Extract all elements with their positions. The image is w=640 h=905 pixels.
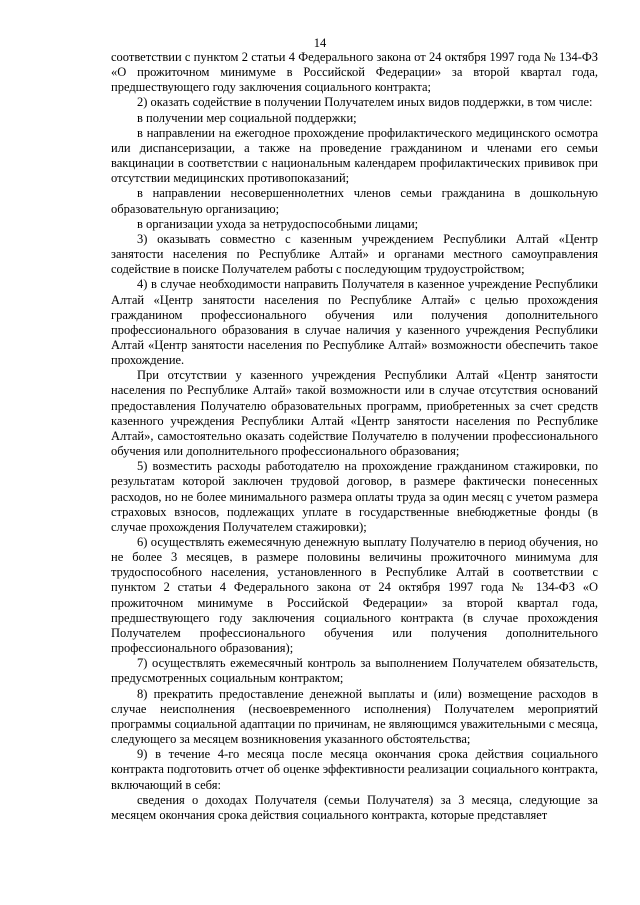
paragraph-item-5: 5) возместить расходы работодателю на прохождение гражданином стажировки, по результатам которой заключен трудовой договор, в размере фактически понесенных расходов, но не более минимального размера оплаты труда за один месяц с учетом размера страховых взносов, подлежащих уплате в государственные внебюджетные фонды (в случае прохождения Получателем стажировки);: [111, 459, 598, 534]
document-body: [111, 50, 598, 823]
page-number: 14: [313, 36, 327, 50]
paragraph-item-9: 9) в течение 4-го месяца после месяца окончания срока действия социального контракта подготовить отчет об оценке эффективности реализации социального контракта, включающий в себя:: [111, 747, 598, 792]
paragraph-item-3: 3) оказывать совместно с казенным учреждением Республики Алтай «Центр занятости населения по Республике Алтай» и органами местного самоуправления содействие в поиске Получателем работы с последующим трудоустройством;: [111, 231, 598, 277]
paragraph-preschool: в направлении несовершеннолетних членов семьи гражданина в дошкольную образовательную организацию;: [111, 186, 598, 216]
paragraph-item-6: 6) осуществлять ежемесячную денежную выплату Получателю в период обучения, но не более 3 месяцев, в размере половины величины прожиточного минимума для трудоспособного населения, установленного в Республике Алтай в соответствии с пунктом 2 статьи 4 Федерального закона от 24 октября 1997 года № 134-ФЗ «О прожиточном минимуме в Российской Федерации» за второй квартал года, предшествующего году заключения социального контракта (в случае прохождения Получателем профессионального обучения или получения дополнительного профессионального образования);: [111, 535, 598, 656]
paragraph-income-info: сведения о доходах Получателя (семьи Получателя) за 3 месяца, следующие за месяцем окончания срока действия социального контракта, которые представляет: [111, 792, 598, 822]
paragraph-item-8: 8) прекратить предоставление денежной выплаты и (или) возмещение расходов в случае неисполнения (несвоевременного исполнения) Получателем мероприятий программы социальной адаптации по причинам, не являющимся уважительными с месяца, следующего за месяцем возникновения указанного обстоятельства;: [111, 686, 598, 747]
paragraph-item-7: 7) осуществлять ежемесячный контроль за выполнением Получателем обязательств, предусмотренных социальным контрактом;: [111, 656, 598, 686]
paragraph-item-4: 4) в случае необходимости направить Получателя в казенное учреждение Республики Алтай «Центр занятости населения по Республике Алтай» с целью прохождения гражданином профессионального обучения или получения дополнительного профессионального образования в случае наличия у казенного учреждения Республики Алтай «Центр занятости населения по Республике Алтай» возможности обеспечить такое прохождение.: [111, 277, 598, 368]
paragraph-care: в организации ухода за нетрудоспособными лицами;: [137, 216, 419, 231]
paragraph-continuation: соответствии с пунктом 2 статьи 4 Федерального закона от 24 октября 1997 года № 134-ФЗ «О прожиточном минимуме в Российской Федерации» за второй квартал года, предшествующего году заключения социального контракта;: [111, 50, 598, 95]
paragraph-item-2: 2) оказать содействие в получении Получателем иных видов поддержки, в том числе:: [137, 95, 593, 110]
paragraph-social-support: в получении мер социальной поддержки;: [137, 110, 357, 125]
paragraph-medical-checkup: в направлении на ежегодное прохождение профилактического медицинского осмотра или диспансеризации, а также на проведение гражданином и членами его семьи вакцинации в соответствии с национальным календарем профилактических прививок при отсутствии медицинских противопоказаний;: [111, 125, 598, 186]
paragraph-absence: При отсутствии у казенного учреждения Республики Алтай «Центр занятости населения по Республике Алтай» такой возможности или в случае отсутствия оснований предоставления Получателю образовательных программ, приобретенных за счет средств казенного учреждения Республики Алтай «Центр занятости населения по Республике Алтай», самостоятельно оказать содействие Получателю в получении профессионального обучения или дополнительного профессионального образования;: [111, 368, 598, 459]
